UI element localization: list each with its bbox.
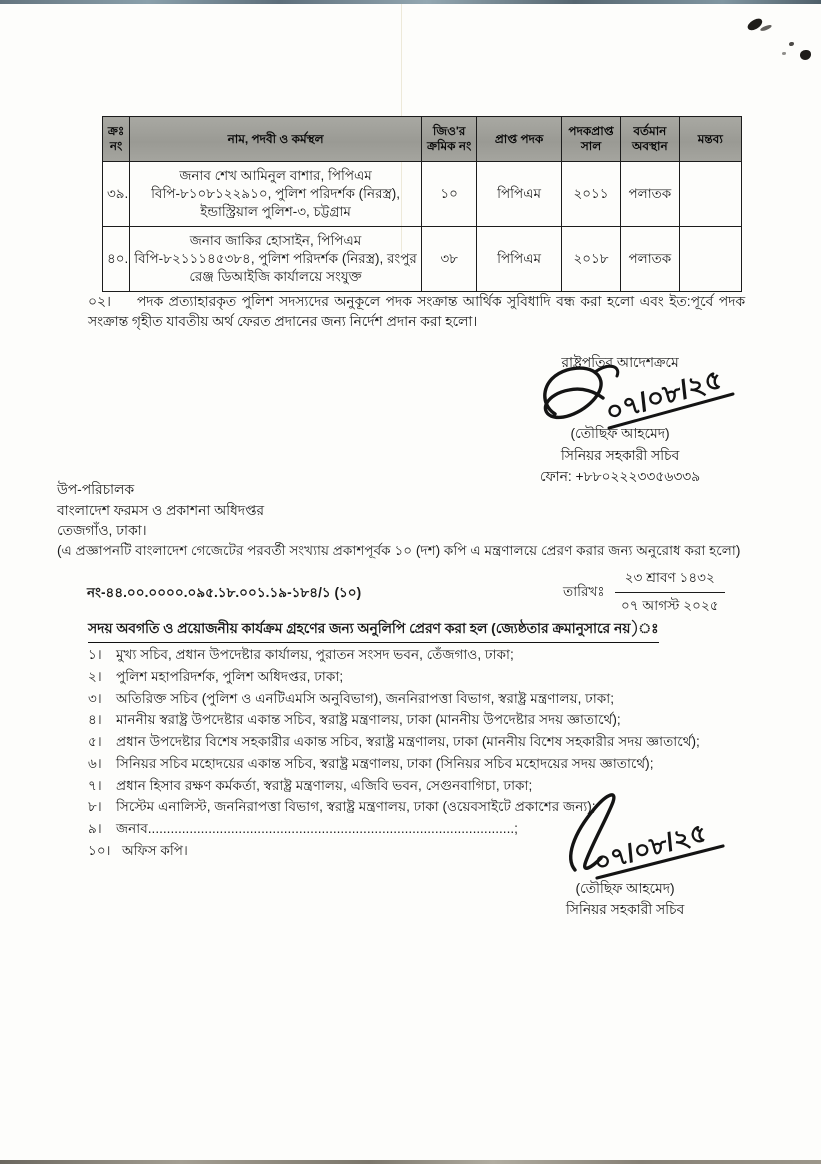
reference-number: নং-৪৪.০০.০০০০.০৯৫.১৮.০০১.১৯-১৮৪/১ (১০) bbox=[87, 585, 362, 600]
item-number: ২। bbox=[88, 668, 102, 684]
item-number: ১। bbox=[88, 647, 102, 662]
header-name-designation: নাম, পদবী ও কর্মস্থল bbox=[130, 117, 422, 162]
item-text: প্রধান হিসাব রক্ষণ কর্মকর্তা, স্বরাষ্ট্র মন্ত্রণালয়, এজিবি ভবন, সেগুনবাগিচা, ঢাকা; bbox=[116, 777, 533, 793]
header-medal: প্রাপ্ত পদক bbox=[477, 117, 562, 162]
date-fraction bbox=[615, 567, 725, 618]
signatory-title: সিনিয়র সহকারী সচিব bbox=[560, 447, 680, 463]
list-item bbox=[88, 644, 788, 666]
item-text: মাননীয় স্বরাষ্ট্র উপদেষ্টার একান্ত সচিব, স্বরাষ্ট্র মন্ত্রণালয়, ঢাকা (মাননীয় উপদেষ্টার সদয় জ্ঞাতার্থে); bbox=[116, 712, 621, 728]
addressee-line: উপ-পরিচালক bbox=[57, 482, 134, 497]
item-number: ৮। bbox=[88, 799, 102, 815]
cell-year: ২০১৮ bbox=[561, 227, 620, 292]
list-item bbox=[88, 731, 788, 753]
handwritten-date: ০৭/০৮/২৫ bbox=[590, 817, 710, 878]
table-row bbox=[103, 162, 742, 227]
item-text: প্রধান উপদেষ্টার বিশেষ সহকারীর একান্ত সচিব, স্বরাষ্ট্র মন্ত্রণালয়, ঢাকা (মাননীয় বিশেষ সহকারীর সদয় জ্ঞাতার্থে); bbox=[116, 734, 700, 749]
gazette-note: (এ প্রজ্ঞাপনটি বাংলাদেশ গেজেটের পরবর্তী সংখ্যায় প্রকাশপূর্বক ১০ (দশ) কপি এ মন্ত্রণালয়ে প্রেরণ করার জন্য অনুরোধ করা হলো) bbox=[57, 543, 741, 558]
name-line: রেঞ্জ ডিআইজি কার্যালয়ে সংযুক্ত bbox=[189, 269, 362, 285]
date-bangla: ২৩ শ্রাবণ ১৪৩২ bbox=[615, 567, 725, 593]
table-row bbox=[103, 227, 742, 292]
name-line: বিপি-৮২১১১৪৫৩৮৪, পুলিশ পরিদর্শক (নিরস্ত্র), রংপুর bbox=[134, 250, 417, 266]
cell-name bbox=[130, 227, 422, 292]
ink-smudge-icon bbox=[782, 52, 786, 55]
ink-smudge-icon bbox=[800, 50, 811, 60]
list-item bbox=[88, 688, 788, 710]
item-number: ৩। bbox=[88, 690, 102, 706]
name-line: ইন্ডাস্ট্রিয়াল পুলিশ-৩, চট্টগ্রাম bbox=[200, 204, 351, 220]
item-text: অতিরিক্ত সচিব (পুলিশ ও এনটিএমসি অনুবিভাগ), জননিরাপত্তা বিভাগ, স্বরাষ্ট্র মন্ত্রণালয়, ঢাকা; bbox=[116, 690, 615, 706]
item-text: সিস্টেম এনালিস্ট, জননিরাপত্তা বিভাগ, স্বরাষ্ট্র মন্ত্রণালয়, ঢাকা (ওয়েবসাইটে প্রকাশের জন্য); bbox=[116, 799, 596, 815]
header-current-status: বর্তমান অবস্থান bbox=[621, 117, 679, 162]
distribution-heading-wrap bbox=[88, 617, 659, 643]
date-block bbox=[563, 567, 725, 618]
item-number: ৬। bbox=[88, 755, 102, 771]
cell-status: পলাতক bbox=[621, 227, 679, 292]
signatory-name: (তৌছিফ আহমেদ) bbox=[575, 881, 675, 896]
signature-block-bottom bbox=[530, 878, 720, 921]
cell-gio: ১০ bbox=[421, 162, 476, 227]
paragraph-02 bbox=[88, 292, 745, 331]
item-text: পুলিশ মহাপরিদর্শক, পুলিশ অধিদপ্তর, ঢাকা; bbox=[116, 668, 344, 684]
cell-year: ২০১১ bbox=[561, 162, 620, 227]
distribution-list bbox=[88, 644, 788, 862]
header-gio-serial: জিও'র ক্রমিক নং bbox=[421, 117, 476, 162]
list-item bbox=[88, 840, 788, 862]
signatory-title: সিনিয়র সহকারী সচিব bbox=[565, 902, 685, 918]
paragraph-number: ০২। bbox=[88, 294, 111, 309]
ink-smudge-icon bbox=[760, 24, 773, 32]
cell-status: পলাতক bbox=[621, 162, 679, 227]
cell-gio: ৩৮ bbox=[421, 227, 476, 292]
medal-table-wrapper bbox=[102, 116, 742, 292]
cell-name bbox=[130, 162, 422, 227]
list-item bbox=[88, 818, 788, 840]
cell-medal: পিপিএম bbox=[477, 162, 562, 227]
name-line: বিপি-৮১০৮১২২৯১০, পুলিশ পরিদর্শক (নিরস্ত্র), bbox=[151, 185, 401, 201]
addressee-line: বাংলাদেশ ফরমস ও প্রকাশনা অধিদপ্তর bbox=[57, 502, 264, 518]
list-item bbox=[88, 709, 788, 731]
table-header-row bbox=[103, 117, 742, 162]
item-text: মুখ্য সচিব, প্রধান উপদেষ্টার কার্যালয়, পুরাতন সংসদ ভবন, তেঁজগাও, ঢাকা; bbox=[116, 647, 514, 662]
item-number: ১০। bbox=[88, 842, 111, 858]
list-item bbox=[88, 796, 788, 818]
name-line: জনাব জাকির হোসাইন, পিপিএম bbox=[189, 232, 362, 248]
name-line: জনাব শেখ আমিনুল বাশার, পিপিএম bbox=[179, 167, 372, 183]
item-number: ৫। bbox=[88, 734, 102, 749]
signatory-phone: ফোন: +৮৮০২২২৩৩৫৬৩৩৯ bbox=[539, 469, 701, 485]
signature-block-top bbox=[470, 352, 770, 488]
scan-edge-bottom bbox=[0, 1160, 821, 1164]
item-number: ৯। bbox=[88, 821, 102, 836]
item-text: জনাব.................................................................................................; bbox=[116, 821, 518, 836]
paragraph-text: পদক প্রত্যাহারকৃত পুলিশ সদস্যদের অনুকূলে পদক সংক্রান্ত আর্থিক সুবিধাদি বন্ধ করা হলো এবং ইত:পূর্বে পদক সংক্রান্ত গৃহীত যাবতীয় অর্থ ফেরত প্রদানের জন্য নির্দেশ প্রদান করা হলো। bbox=[88, 294, 745, 329]
ink-smudge-icon bbox=[789, 42, 794, 46]
list-item bbox=[88, 666, 788, 688]
date-label: তারিখঃ bbox=[563, 584, 605, 599]
list-item bbox=[88, 753, 788, 775]
addressee-block bbox=[57, 480, 264, 542]
handwritten-date: ০৭/০৮/২৫ bbox=[601, 363, 726, 428]
signatory-name: (তৌছিফ আহমেদ) bbox=[570, 426, 670, 442]
cell-remark bbox=[679, 227, 741, 292]
medal-table bbox=[102, 116, 742, 292]
header-serial: ক্রঃ নং bbox=[103, 117, 130, 162]
item-text: সিনিয়র সচিব মহোদয়ের একান্ত সচিব, স্বরাষ্ট্র মন্ত্রণালয়, ঢাকা (সিনিয়র সচিব মহোদয়ের সদয় জ্ঞাতার্থে); bbox=[116, 755, 654, 771]
by-order-line: রাষ্ট্রপতির আদেশক্রমে bbox=[561, 355, 679, 370]
cell-medal: পিপিএম bbox=[477, 227, 562, 292]
addressee-line: তেজগাঁও, ঢাকা। bbox=[57, 523, 147, 539]
cell-remark bbox=[679, 162, 741, 227]
cell-serial: ৩৯. bbox=[103, 162, 130, 227]
item-number: ৪। bbox=[88, 712, 102, 728]
distribution-heading: সদয় অবগতি ও প্রয়োজনীয় কার্যক্রম গ্রহণের জন্য অনুলিপি প্রেরণ করা হল (জ্যেষ্ঠতার ক্রমানুসারে নয়)ঃ bbox=[88, 617, 659, 643]
scan-edge-top bbox=[0, 0, 821, 4]
item-text: অফিস কপি। bbox=[122, 842, 188, 858]
cell-serial: ৪০. bbox=[103, 227, 130, 292]
date-gregorian: ০৭ আগস্ট ২০২৫ bbox=[620, 598, 719, 613]
header-remarks: মন্তব্য bbox=[679, 117, 741, 162]
list-item bbox=[88, 775, 788, 797]
item-number: ৭। bbox=[88, 777, 102, 793]
header-medal-year: পদকপ্রাপ্ত সাল bbox=[561, 117, 620, 162]
